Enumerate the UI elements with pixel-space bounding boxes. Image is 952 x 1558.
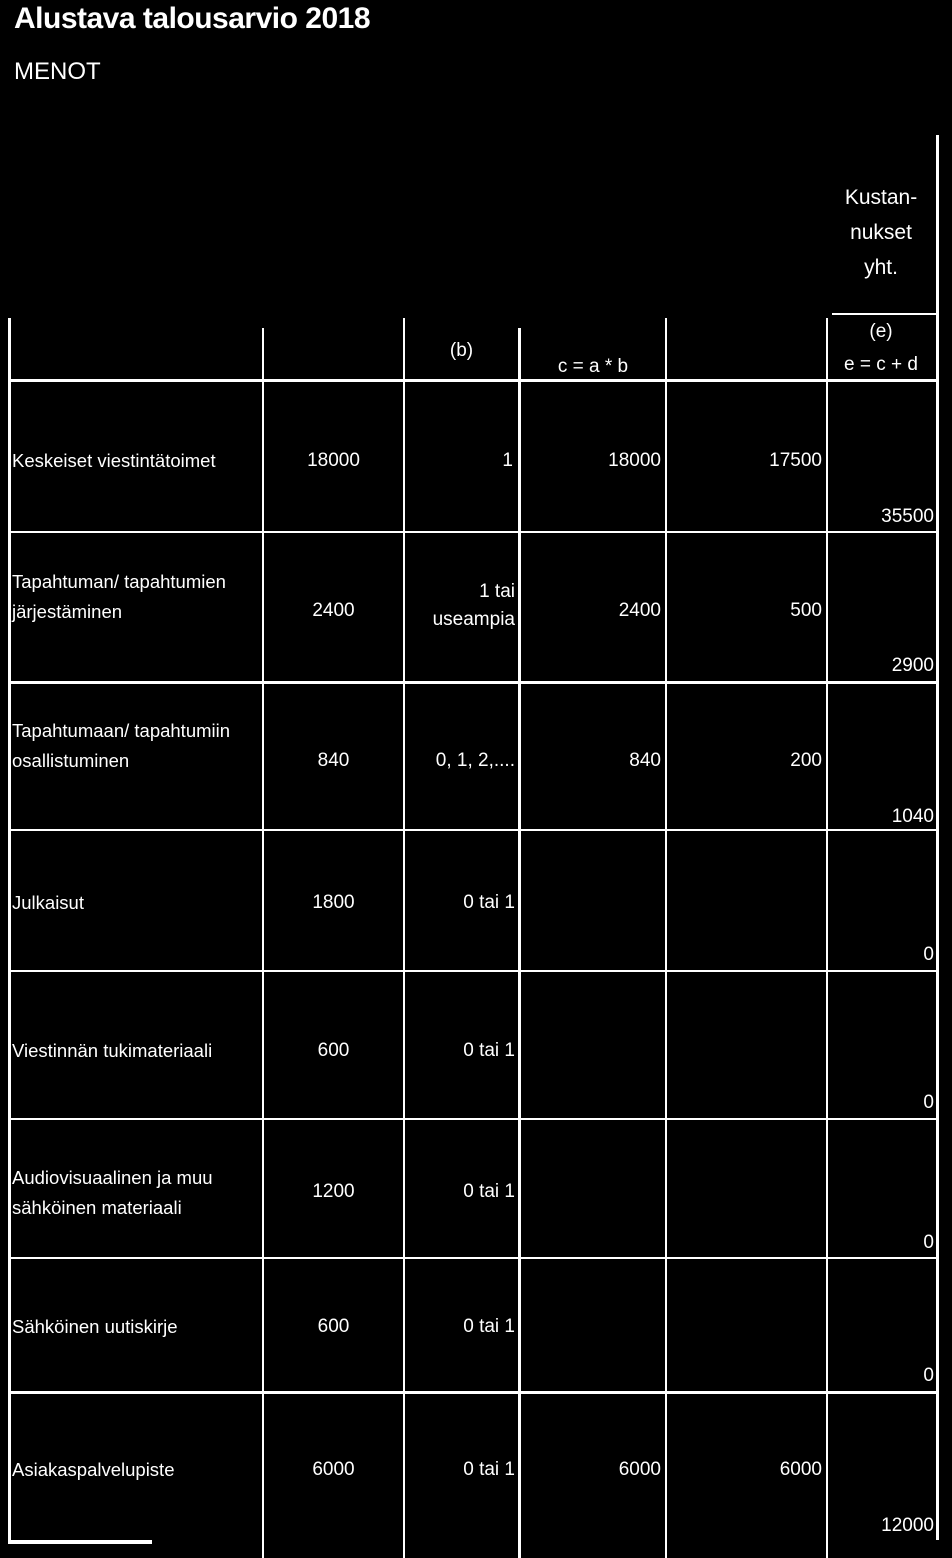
row-separator	[8, 829, 938, 831]
header-e-formula: e = c + d	[844, 354, 918, 375]
cell-e: 1040	[891, 806, 934, 827]
table-row-label: Audiovisuaalinen ja muu sähköinen materiaali	[12, 1167, 213, 1218]
cell-e: 0	[923, 944, 934, 965]
cell-c: 2400	[618, 600, 661, 621]
cell-e: 0	[923, 1365, 934, 1386]
table-row-label: Julkaisut	[12, 892, 84, 913]
row-separator	[8, 1391, 938, 1394]
row-separator	[8, 681, 938, 684]
header-e-rule	[832, 313, 938, 315]
cell-c: 840	[629, 750, 661, 771]
table-border-right	[936, 135, 939, 1540]
document-subtitle: MENOT	[14, 58, 101, 85]
cell-d: 200	[790, 750, 822, 771]
cell-a: 6000	[312, 1459, 355, 1480]
table-border-left	[8, 318, 11, 1543]
table-row-label: Viestinnän tukimateriaali	[12, 1040, 213, 1061]
table-row-label: Tapahtuman/ tapahtumien järjestäminen	[12, 571, 226, 622]
cell-e: 0	[923, 1232, 934, 1253]
cell-b: 1	[502, 450, 513, 471]
cell-c: 6000	[618, 1459, 661, 1480]
table-bottom-stub	[8, 1540, 152, 1544]
header-e-caption: Kustan- nukset yht.	[844, 186, 918, 279]
cell-b: 0 tai 1	[463, 1181, 515, 1202]
cell-e: 12000	[881, 1515, 934, 1536]
cell-e: 35500	[881, 506, 934, 527]
header-e-label: (e)	[869, 321, 893, 342]
cell-a: 2400	[312, 600, 355, 621]
cell-e: 0	[923, 1092, 934, 1113]
cell-a: 1200	[312, 1181, 355, 1202]
cell-b: 0, 1, 2,....	[435, 750, 515, 771]
cell-b: 0 tai 1	[463, 1459, 515, 1480]
table-row-label: Asiakaspalvelupiste	[12, 1459, 175, 1480]
cell-a: 18000	[307, 450, 360, 471]
cell-a: 600	[317, 1316, 350, 1337]
cell-a: 600	[317, 1040, 350, 1061]
cell-a: 1800	[312, 892, 355, 913]
row-separator	[8, 531, 938, 533]
document-title: Alustava talousarvio 2018	[14, 2, 371, 35]
cell-b: 0 tai 1	[463, 892, 515, 913]
row-separator	[8, 1118, 938, 1120]
cell-b: 1 tai useampia	[432, 581, 515, 630]
cell-d: 17500	[769, 450, 822, 471]
cell-b: 0 tai 1	[463, 1316, 515, 1337]
header-c-formula: c = a * b	[557, 356, 629, 377]
col-divider-1	[262, 328, 264, 1558]
table-row-label: Sähköinen uutiskirje	[12, 1316, 178, 1337]
cell-a: 840	[317, 750, 350, 771]
col-divider-3	[518, 328, 521, 1558]
header-bottom-rule	[8, 379, 938, 382]
cell-b: 0 tai 1	[463, 1040, 515, 1061]
cell-d: 500	[790, 600, 822, 621]
cell-d: 6000	[779, 1459, 822, 1480]
row-separator	[8, 970, 938, 972]
table-row-label: Keskeiset viestintätoimet	[12, 450, 216, 471]
col-divider-2	[403, 318, 405, 1558]
col-divider-4	[665, 318, 667, 1558]
row-separator	[8, 1257, 938, 1259]
table-row-label: Tapahtumaan/ tapahtumiin osallistuminen	[12, 720, 231, 771]
header-b-label: (b)	[449, 340, 474, 361]
cell-c: 18000	[608, 450, 661, 471]
cell-e: 2900	[891, 655, 934, 676]
